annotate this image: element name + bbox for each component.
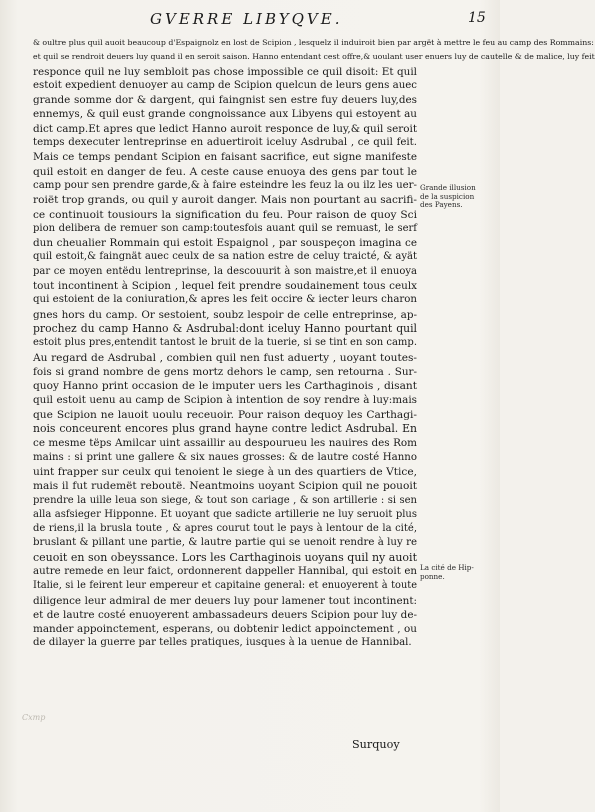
text-line: que Scipion ne lauoit uoulu receuoir. Pour raison dequoy les Carthagi- (33, 408, 417, 421)
text-line: quoy Hanno print occasion de le imputer uers les Carthaginois , disant (33, 380, 417, 393)
text-line: mander appoinctement, esperans, ou dobtenir ledict appoinctement , ou (33, 623, 417, 636)
margin-note-line: des Payens. (420, 200, 463, 210)
text-line: dun cheualier Rommain qui estoit Espaignol , par souspeçon imagina ce (33, 237, 417, 250)
text-line: Italie, si le feirent leur empereur et capitaine general: et enuoyerent à toute (33, 580, 417, 592)
running-title: GVERRE LIBYQVE. (150, 10, 343, 28)
text-line: fois si grand nombre de gens mortz dehors le camp, sen retourna . Sur- (33, 365, 417, 378)
text-line: autre remede en leur faict, ordonnerent dappeller Hannibal, qui estoit en (33, 565, 417, 577)
text-line: et de lautre costé enuoyerent ambassadeurs deuers Scipion pour luy de- (33, 608, 417, 621)
catchword: Surquoy (352, 738, 400, 751)
text-line: mais il fut rudemët reboutë. Neantmoins uoyant Scipion quil ne pouoit (33, 480, 417, 493)
text-line: uint frapper sur ceulx qui tenoient le siege à un des quartiers de Vtice, (33, 465, 417, 478)
text-line: gnes hors du camp. Or sestoient, soubz lespoir de celle entreprinse, ap- (33, 308, 417, 321)
text-line: Au regard de Asdrubal , combien quil nen fust aduerty , uoyant toutes- (33, 351, 417, 364)
text-line: qui estoient de la coniuration,& apres les feit occire & iecter leurs charon (33, 294, 417, 306)
text-line: bruslant & pillant une partie, & lautre partie qui se uenoit rendre à luy re (33, 537, 417, 549)
margin-note-line: La cité de Hip- (420, 563, 474, 572)
text-line: estoit plus pres,entendit tantost le bruit de la tuerie, si se tint en son camp. (33, 337, 417, 349)
text-line: ceuoit en son obeyssance. Lors les Carthaginois uoyans quil ny auoit (33, 550, 417, 564)
text-line: par ce moyen entëdu lentreprinse, la descouurit à son maistre,et il enuoya (33, 265, 417, 277)
text-line: diligence leur admiral de mer deuers luy pour lamener tout incontinent: (33, 594, 417, 607)
text-line: quil estoit en danger de feu. A ceste cause enuoya des gens par tout le (33, 165, 417, 178)
text-line: quil estoit,& faingnät auec ceulx de sa nation estre de celuy traicté, & ayät (33, 251, 417, 263)
text-line: alla asfsieger Hipponne. Et uoyant que sadicte artillerie ne luy seruoit plus (33, 508, 417, 520)
text-line: nois conceurent encores plus grand hayne contre ledict Asdrubal. En (33, 422, 417, 436)
text-line: prendre la uille leua son siege, & tout son cariage , & son artillerie : si sen (33, 494, 417, 506)
text-line: camp pour sen prendre garde,& à faire esteindre les feuz la ou ilz les uer- (33, 179, 417, 191)
text-line: tout incontinent à Scipion , lequel feit prendre soudainement tous ceulx (33, 280, 417, 293)
text-line: mains : si print une gallere & six naues grosses: & de lautre costé Hanno (33, 451, 417, 463)
margin-note-illusion (420, 184, 498, 210)
text-line: ce continuoit tousiours la signification du feu. Pour raison de quoy Sci (33, 208, 417, 221)
text-line: roiët trop grands, ou quil y auroit danger. Mais non pourtant au sacrifi- (33, 194, 417, 207)
margin-note-line: de la suspicion (420, 191, 475, 201)
text-line: de dilayer la guerre par telles pratiques, iusques à la uenue de Hannibal. (33, 637, 412, 649)
text-line: dict camp.Et apres que ledict Hanno auroit responce de luy,& quil seroit (33, 122, 417, 135)
page-number: 15 (468, 10, 486, 26)
text-line: Mais ce temps pendant Scipion en faisant sacrifice, eut signe manifeste (33, 151, 417, 164)
text-line: et quil se rendroit deuers luy quand il en seroit saison. Hanno entendant cest offre,& uoulant user enuers luy de cautelle & de malice, luy feit (33, 52, 595, 62)
text-line: ennemys, & quil eust grande congnoissance aux Libyens qui estoyent au (33, 108, 417, 121)
text-line: de riens,il la brusla toute , & apres courut tout le pays à lentour de la cité, (33, 523, 417, 535)
text-line: pion delibera de remuer son camp:toutesfois auant quil se remuast, le serf (33, 222, 417, 234)
text-line: responce quil ne luy sembloit pas chose impossible ce quil disoit: Et quil (33, 65, 417, 78)
margin-note-line: ponne. (420, 571, 445, 581)
margin-note-line: Grande illusion (420, 183, 476, 192)
margin-note-hipponne (420, 564, 498, 581)
text-line: temps dexecuter lentreprinse en aduertiroit iceluy Asdrubal , ce quil feit. (33, 137, 417, 149)
text-line: estoit expedient denuoyer au camp de Scipion quelcun de leurs gens auec (33, 79, 417, 91)
text-line: ce mesme tëps Amilcar uint assaillir au despourueu les nauires des Rom (33, 437, 417, 450)
text-line: prochez du camp Hanno & Asdrubal:dont iceluy Hanno pourtant quil (33, 321, 417, 335)
text-line: & oultre plus quil auoit beaucoup d'Espaignolz en lost de Scipion , lesquelz il induiroit bien par argët à mettre le feu au camp des Rommains: (33, 38, 594, 47)
text-line: grande somme dor & dargent, qui faingnist sen estre fuy deuers luy,des (33, 94, 417, 107)
text-line: quil estoit uenu au camp de Scipion à intention de soy rendre à luy:mais (33, 394, 417, 407)
page-header (0, 6, 500, 34)
faint-bleedthrough-mark: Cxmp (22, 713, 46, 722)
